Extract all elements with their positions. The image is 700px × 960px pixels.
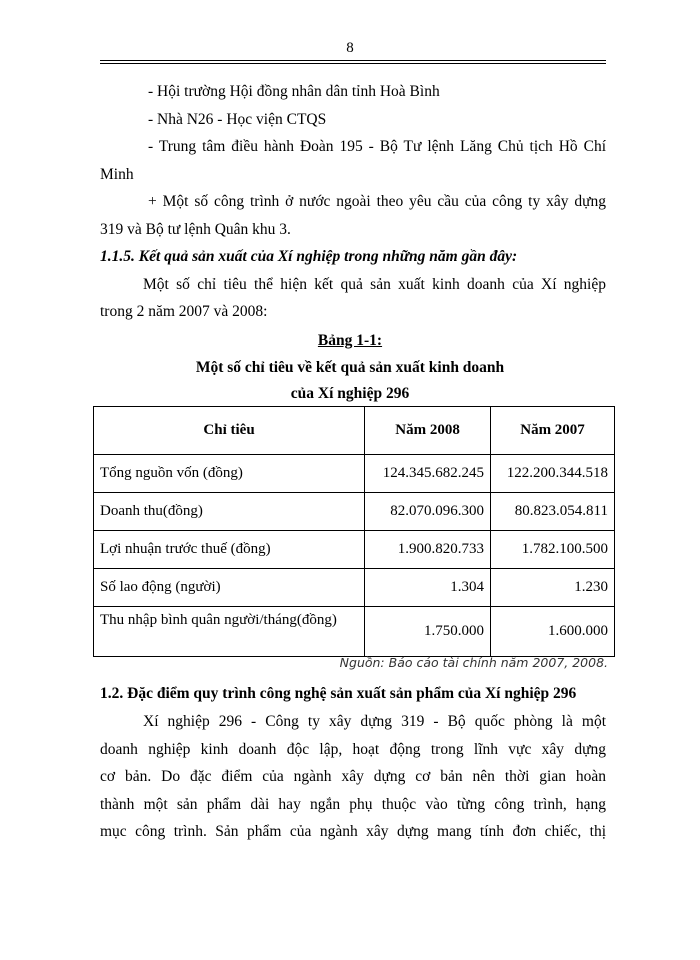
table-header-row	[94, 407, 615, 455]
value-2008-cell: 1.900.820.733	[365, 531, 491, 569]
page-number: 8	[346, 40, 354, 56]
list-item-continuation: Minh	[100, 166, 134, 183]
value-2007-cell: 1.600.000	[491, 607, 615, 657]
value-2008-cell: 82.070.096.300	[365, 493, 491, 531]
column-header: Năm 2007	[491, 407, 615, 455]
indicator-cell: Tổng nguồn vốn (đồng)	[94, 455, 365, 493]
table-title: Một số chỉ tiêu về kết quả sản xuất kinh doanh	[195, 359, 505, 376]
value-2008-cell: 1.304	[365, 569, 491, 607]
value-2008-cell: 1.750.000	[365, 607, 491, 657]
table-row	[94, 493, 615, 531]
table-row	[94, 569, 615, 607]
intro-line: Một số chỉ tiêu thể hiện kết quả sản xuất kinh doanh của Xí nghiệp	[143, 276, 606, 293]
value-2007-cell: 1.782.100.500	[491, 531, 615, 569]
column-header: Năm 2008	[365, 407, 491, 455]
foreign-works-line: 319 và Bộ tư lệnh Quân khu 3.	[100, 221, 291, 238]
paragraph-line: cơ bản. Do đặc điểm của ngành xây dựng cơ bản nên thời gian hoàn	[100, 768, 606, 785]
indicator-cell: Doanh thu(đồng)	[94, 493, 365, 531]
table-row	[94, 531, 615, 569]
list-item: - Nhà N26 - Học viện CTQS	[148, 111, 327, 128]
paragraph-line: thành một sản phẩm dài hay ngắn phụ thuộc vào từng công trình, hạng	[100, 796, 606, 813]
value-2008-cell: 124.345.682.245	[365, 455, 491, 493]
table-label: Bảng 1-1:	[317, 332, 383, 349]
section-heading-1-1-5: 1.1.5. Kết quả sản xuất của Xí nghiệp trong những năm gần đây:	[100, 248, 518, 265]
table-subtitle: của Xí nghiệp 296	[290, 385, 410, 402]
list-item: - Hội trường Hội đồng nhân dân tỉnh Hoà Bình	[148, 83, 440, 100]
table-row	[94, 607, 615, 657]
intro-line: trong 2 năm 2007 và 2008:	[100, 303, 268, 320]
value-2007-cell: 1.230	[491, 569, 615, 607]
indicator-cell: Thu nhập bình quân người/tháng(đồng)	[94, 607, 365, 657]
results-table	[93, 406, 615, 657]
indicator-cell: Số lao động (người)	[94, 569, 365, 607]
value-2007-cell: 80.823.054.811	[491, 493, 615, 531]
table-row	[94, 455, 615, 493]
table-source-note: Nguồn: Báo cáo tài chính năm 2007, 2008.	[339, 655, 608, 670]
paragraph-line: Xí nghiệp 296 - Công ty xây dựng 319 - Bộ quốc phòng là một	[143, 713, 606, 730]
paragraph-line: mục công trình. Sản phẩm của ngành xây dựng mang tính đơn chiếc, thị	[100, 823, 606, 840]
indicator-cell: Lợi nhuận trước thuế (đồng)	[94, 531, 365, 569]
column-header: Chỉ tiêu	[94, 407, 365, 455]
value-2007-cell: 122.200.344.518	[491, 455, 615, 493]
header-rule	[100, 60, 606, 61]
header-rule-thin	[100, 63, 606, 64]
paragraph-line: doanh nghiệp kinh doanh độc lập, hoạt động trong lĩnh vực xây dựng	[100, 741, 606, 758]
list-item: - Trung tâm điều hành Đoàn 195 - Bộ Tư lệnh Lăng Chủ tịch Hồ Chí	[148, 138, 606, 155]
section-heading-1-2: 1.2. Đặc điểm quy trình công nghệ sản xuất sản phẩm của Xí nghiệp 296	[100, 685, 577, 702]
foreign-works-line: + Một số công trình ở nước ngoài theo yêu cầu của công ty xây dựng	[148, 193, 606, 210]
